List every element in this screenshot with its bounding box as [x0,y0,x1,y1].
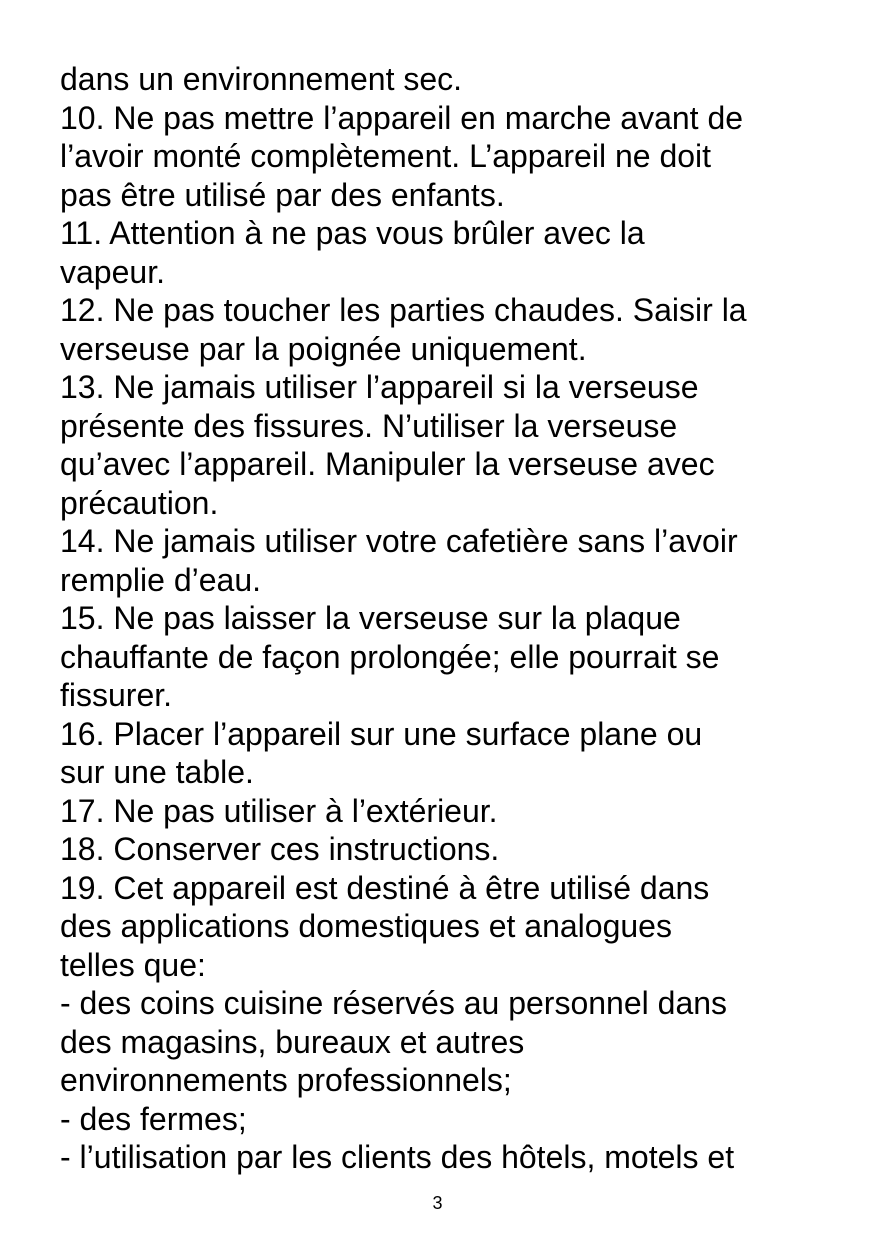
text-line: verseuse par la poignée uniquement. [60,330,587,367]
text-line: 15. Ne pas laisser la verseuse sur la plaque [60,600,681,636]
text-line: précaution. [60,484,219,521]
text-line: 17. Ne pas utiliser à l’extérieur. [60,792,498,829]
text-line: des applications domestiques et analogues [60,908,672,944]
text-line: 11. Attention à ne pas vous brûler avec la [60,215,645,251]
text-line: l’avoir monté complètement. L’appareil ne doit [60,138,712,174]
text-line: chauffante de façon prolongée; elle pourrait se [60,638,720,675]
text-line: vapeur. [60,253,165,290]
page-number: 3 [432,1193,443,1213]
text-line: sur une table. [60,754,254,790]
text-line: 16. Placer l’appareil sur une surface plane ou [60,715,703,752]
text-line: présente des fissures. N’utiliser la verseuse [60,407,678,444]
text-line: - des coins cuisine réservés au personnel dans [60,985,728,1021]
text-line: 14. Ne jamais utiliser votre cafetière sans l’avoir [60,523,738,559]
text-line: 12. Ne pas toucher les parties chaudes. Saisir la [60,292,747,328]
text-line: - l’utilisation par les clients des hôtels, motels et [60,1139,735,1175]
text-line: 18. Conserver ces instructions. [60,831,500,867]
text-line: pas être utilisé par des enfants. [60,176,505,213]
text-line: qu’avec l’appareil. Manipuler la verseuse avec [60,446,715,482]
text-line: remplie d’eau. [60,561,261,598]
text-line: 13. Ne jamais utiliser l’appareil si la verseuse [60,369,699,405]
text-line: 19. Cet appareil est destiné à être utilisé dans [60,869,710,906]
text-line: - des fermes; [60,1100,247,1137]
text-line: dans un environnement sec. [60,61,463,97]
text-line: 10. Ne pas mettre l’appareil en marche avant de [60,99,744,136]
text-line: des magasins, bureaux et autres [60,1023,525,1060]
text-line: telles que: [60,946,206,983]
text-line: fissurer. [60,677,173,713]
instructions-text [60,60,850,1177]
text-line: environnements professionnels; [60,1062,512,1098]
